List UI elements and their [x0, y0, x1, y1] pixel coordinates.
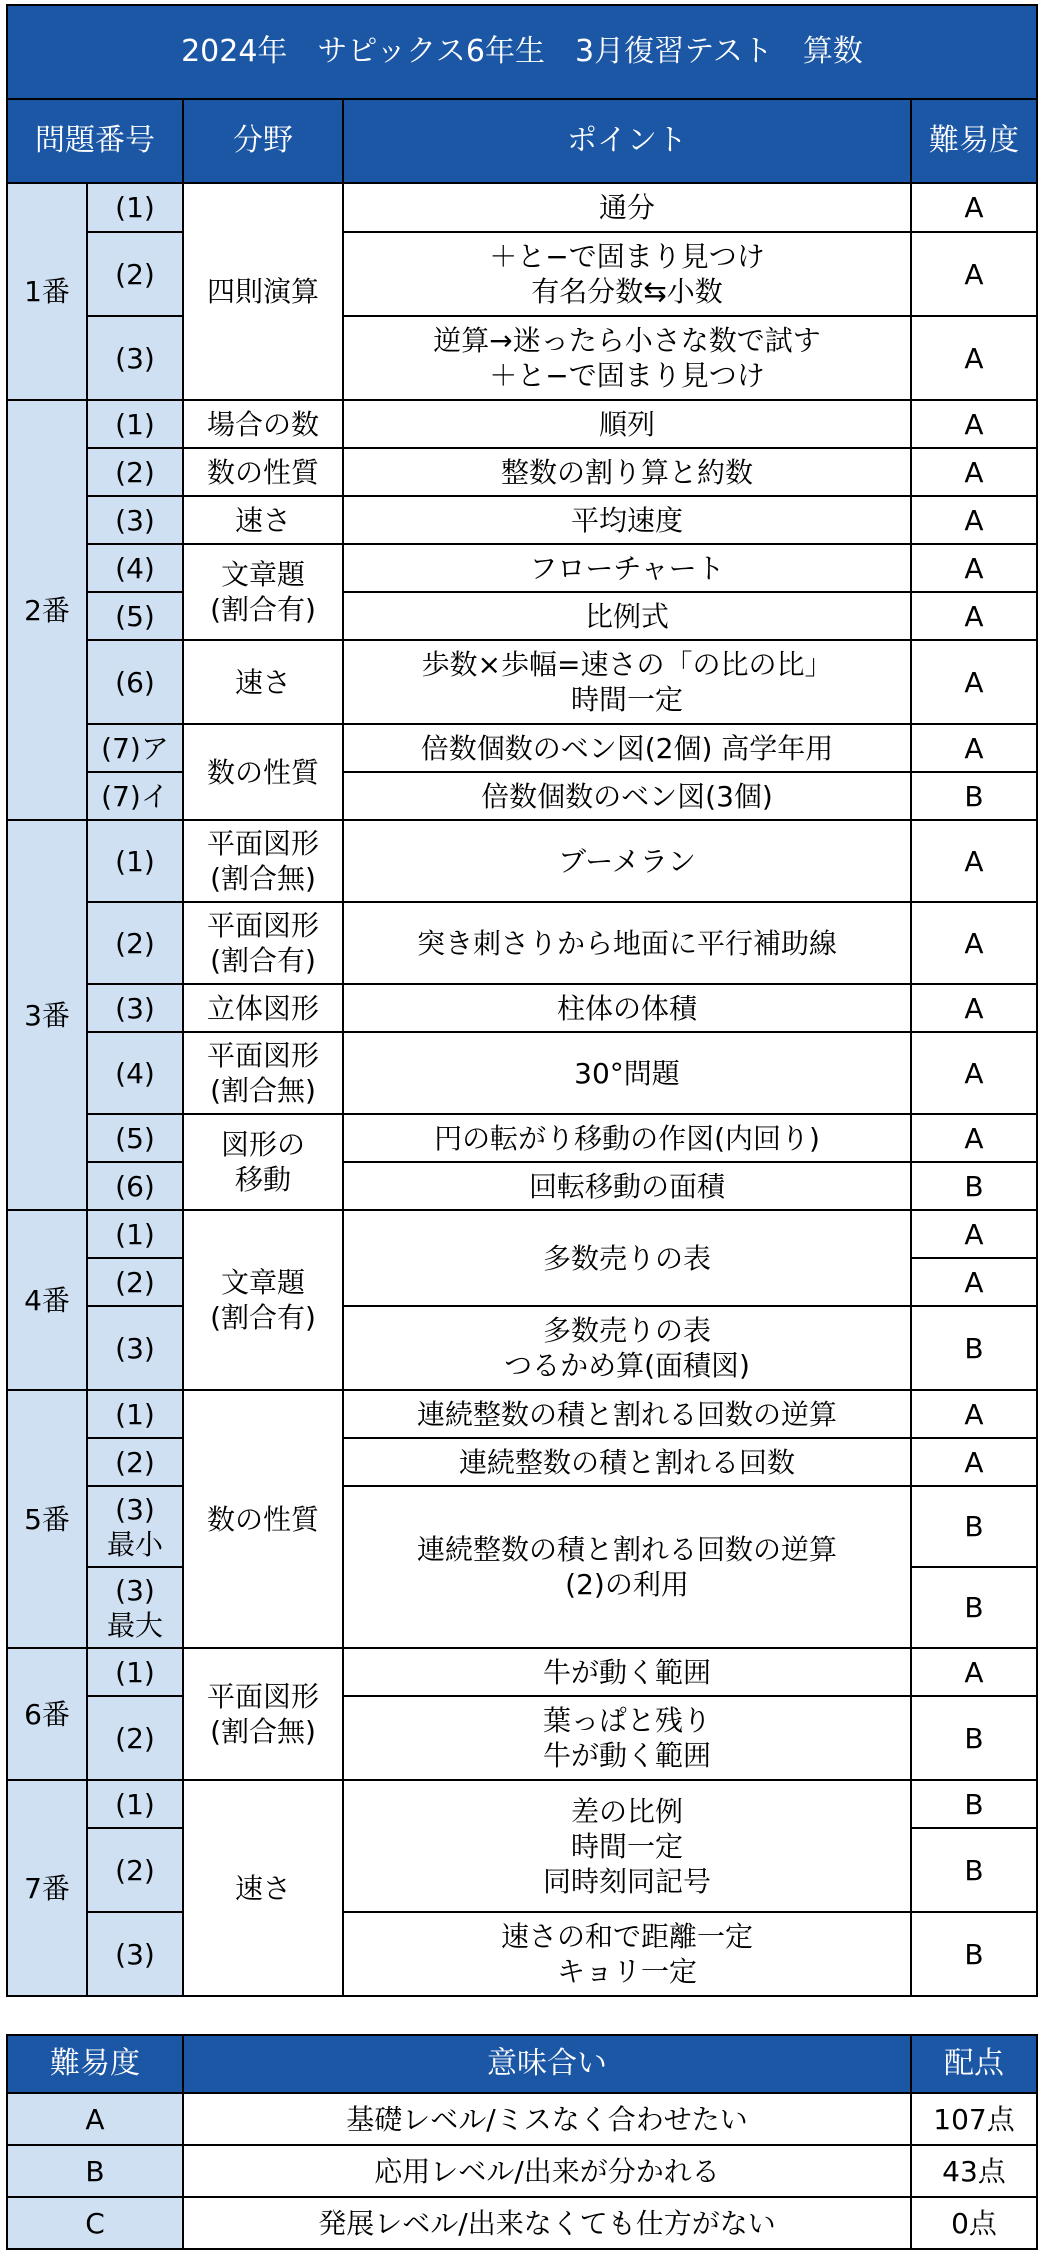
difficulty-cell: A — [911, 316, 1037, 400]
question-number: 1番 — [7, 183, 87, 400]
difficulty-cell: A — [911, 1114, 1037, 1162]
sub-number: (2) — [87, 448, 183, 496]
test-table — [6, 4, 1038, 1997]
difficulty-cell: A — [911, 902, 1037, 984]
legend-header-difficulty: 難易度 — [7, 2035, 183, 2093]
question-number: 4番 — [7, 1210, 87, 1390]
legend-level: B — [7, 2145, 183, 2197]
legend-level: A — [7, 2093, 183, 2145]
point-cell: 突き刺さりから地面に平行補助線 — [343, 902, 911, 984]
sub-number: (1) — [87, 1390, 183, 1438]
difficulty-cell: A — [911, 984, 1037, 1032]
header-point: ポイント — [343, 99, 911, 183]
point-cell: 回転移動の面積 — [343, 1162, 911, 1210]
point-cell: 牛が動く範囲 — [343, 1648, 911, 1696]
difficulty-cell: B — [911, 1486, 1037, 1567]
field-cell: 数の性質 — [183, 724, 343, 820]
field-cell: 速さ — [183, 640, 343, 724]
difficulty-cell: B — [911, 1162, 1037, 1210]
difficulty-cell: A — [911, 183, 1037, 232]
sub-number: (7)イ — [87, 772, 183, 820]
difficulty-cell: A — [911, 544, 1037, 592]
point-cell: 連続整数の積と割れる回数の逆算 — [343, 1390, 911, 1438]
point-cell: 倍数個数のベン図(2個) 高学年用 — [343, 724, 911, 772]
point-cell: 通分 — [343, 183, 911, 232]
point-cell: 円の転がり移動の作図(内回り) — [343, 1114, 911, 1162]
legend-header-points: 配点 — [911, 2035, 1037, 2093]
difficulty-cell: A — [911, 1032, 1037, 1114]
field-cell: 文章題 (割合有) — [183, 1210, 343, 1390]
difficulty-cell: A — [911, 496, 1037, 544]
field-cell: 平面図形 (割合無) — [183, 1648, 343, 1780]
question-number: 6番 — [7, 1648, 87, 1780]
field-cell: 四則演算 — [183, 183, 343, 400]
field-cell: 数の性質 — [183, 448, 343, 496]
difficulty-cell: B — [911, 1696, 1037, 1780]
sub-number: (5) — [87, 592, 183, 640]
point-cell: ブーメラン — [343, 820, 911, 902]
question-number: 7番 — [7, 1780, 87, 1996]
difficulty-cell: A — [911, 592, 1037, 640]
legend-header-meaning: 意味合い — [183, 2035, 911, 2093]
point-cell: 速さの和で距離一定 キョリ一定 — [343, 1912, 911, 1996]
difficulty-cell: B — [911, 1828, 1037, 1912]
question-number: 5番 — [7, 1390, 87, 1648]
sub-number: (1) — [87, 1648, 183, 1696]
sub-number: (3) — [87, 496, 183, 544]
sub-number: (2) — [87, 1258, 183, 1306]
point-cell: 比例式 — [343, 592, 911, 640]
difficulty-cell: B — [911, 772, 1037, 820]
legend-meaning: 基礎レベル/ミスなく合わせたい — [183, 2093, 911, 2145]
point-cell: 整数の割り算と約数 — [343, 448, 911, 496]
point-cell: フローチャート — [343, 544, 911, 592]
field-cell: 平面図形 (割合有) — [183, 902, 343, 984]
sub-number: (4) — [87, 544, 183, 592]
sub-number: (1) — [87, 1210, 183, 1258]
point-cell: 倍数個数のベン図(3個) — [343, 772, 911, 820]
field-cell: 速さ — [183, 496, 343, 544]
difficulty-cell: A — [911, 1438, 1037, 1486]
header-number: 問題番号 — [7, 99, 183, 183]
sub-number: (3) 最大 — [87, 1567, 183, 1648]
page-title: 2024年 サピックス6年生 3月復習テスト 算数 — [7, 5, 1037, 99]
field-cell: 図形の 移動 — [183, 1114, 343, 1210]
sub-number: (1) — [87, 1780, 183, 1828]
difficulty-cell: B — [911, 1780, 1037, 1828]
header-difficulty: 難易度 — [911, 99, 1037, 183]
point-cell: ＋と−で固まり見つけ 有名分数⇆小数 — [343, 232, 911, 316]
sub-number: (3) — [87, 1306, 183, 1390]
sub-number: (2) — [87, 232, 183, 316]
legend-level: C — [7, 2197, 183, 2249]
point-cell: 順列 — [343, 400, 911, 448]
difficulty-cell: A — [911, 724, 1037, 772]
field-cell: 速さ — [183, 1780, 343, 1996]
difficulty-cell: A — [911, 820, 1037, 902]
difficulty-cell: A — [911, 1390, 1037, 1438]
sub-number: (1) — [87, 820, 183, 902]
field-cell: 数の性質 — [183, 1390, 343, 1648]
difficulty-cell: A — [911, 448, 1037, 496]
sub-number: (2) — [87, 1828, 183, 1912]
point-cell: 葉っぱと残り 牛が動く範囲 — [343, 1696, 911, 1780]
difficulty-cell: B — [911, 1567, 1037, 1648]
point-cell: 柱体の体積 — [343, 984, 911, 1032]
point-cell: 歩数×歩幅=速さの「の比の比」 時間一定 — [343, 640, 911, 724]
question-number: 3番 — [7, 820, 87, 1210]
point-cell: 連続整数の積と割れる回数 — [343, 1438, 911, 1486]
sub-number: (2) — [87, 902, 183, 984]
point-cell: 多数売りの表 つるかめ算(面積図) — [343, 1306, 911, 1390]
sub-number: (1) — [87, 183, 183, 232]
difficulty-legend-table — [6, 2034, 1038, 2250]
point-cell: 差の比例 時間一定 同時刻同記号 — [343, 1780, 911, 1912]
legend-points: 43点 — [911, 2145, 1037, 2197]
sub-number: (6) — [87, 1162, 183, 1210]
point-cell: 連続整数の積と割れる回数の逆算 (2)の利用 — [343, 1486, 911, 1648]
point-cell: 多数売りの表 — [343, 1210, 911, 1306]
field-cell: 立体図形 — [183, 984, 343, 1032]
header-field: 分野 — [183, 99, 343, 183]
difficulty-cell: A — [911, 1648, 1037, 1696]
difficulty-cell: A — [911, 640, 1037, 724]
sub-number: (4) — [87, 1032, 183, 1114]
sub-number: (3) — [87, 1912, 183, 1996]
sub-number: (3) 最小 — [87, 1486, 183, 1567]
point-cell: 逆算→迷ったら小さな数で試す ＋と−で固まり見つけ — [343, 316, 911, 400]
sub-number: (3) — [87, 984, 183, 1032]
sub-number: (2) — [87, 1438, 183, 1486]
legend-meaning: 発展レベル/出来なくても仕方がない — [183, 2197, 911, 2249]
field-cell: 文章題 (割合有) — [183, 544, 343, 640]
question-number: 2番 — [7, 400, 87, 820]
sub-number: (3) — [87, 316, 183, 400]
field-cell: 平面図形 (割合無) — [183, 1032, 343, 1114]
difficulty-cell: A — [911, 232, 1037, 316]
legend-meaning: 応用レベル/出来が分かれる — [183, 2145, 911, 2197]
sub-number: (6) — [87, 640, 183, 724]
sub-number: (7)ア — [87, 724, 183, 772]
difficulty-cell: A — [911, 1258, 1037, 1306]
field-cell: 平面図形 (割合無) — [183, 820, 343, 902]
difficulty-cell: B — [911, 1306, 1037, 1390]
difficulty-cell: A — [911, 1210, 1037, 1258]
sub-number: (2) — [87, 1696, 183, 1780]
point-cell: 平均速度 — [343, 496, 911, 544]
point-cell: 30°問題 — [343, 1032, 911, 1114]
sub-number: (5) — [87, 1114, 183, 1162]
legend-points: 107点 — [911, 2093, 1037, 2145]
field-cell: 場合の数 — [183, 400, 343, 448]
legend-points: 0点 — [911, 2197, 1037, 2249]
difficulty-cell: A — [911, 400, 1037, 448]
difficulty-cell: B — [911, 1912, 1037, 1996]
sub-number: (1) — [87, 400, 183, 448]
